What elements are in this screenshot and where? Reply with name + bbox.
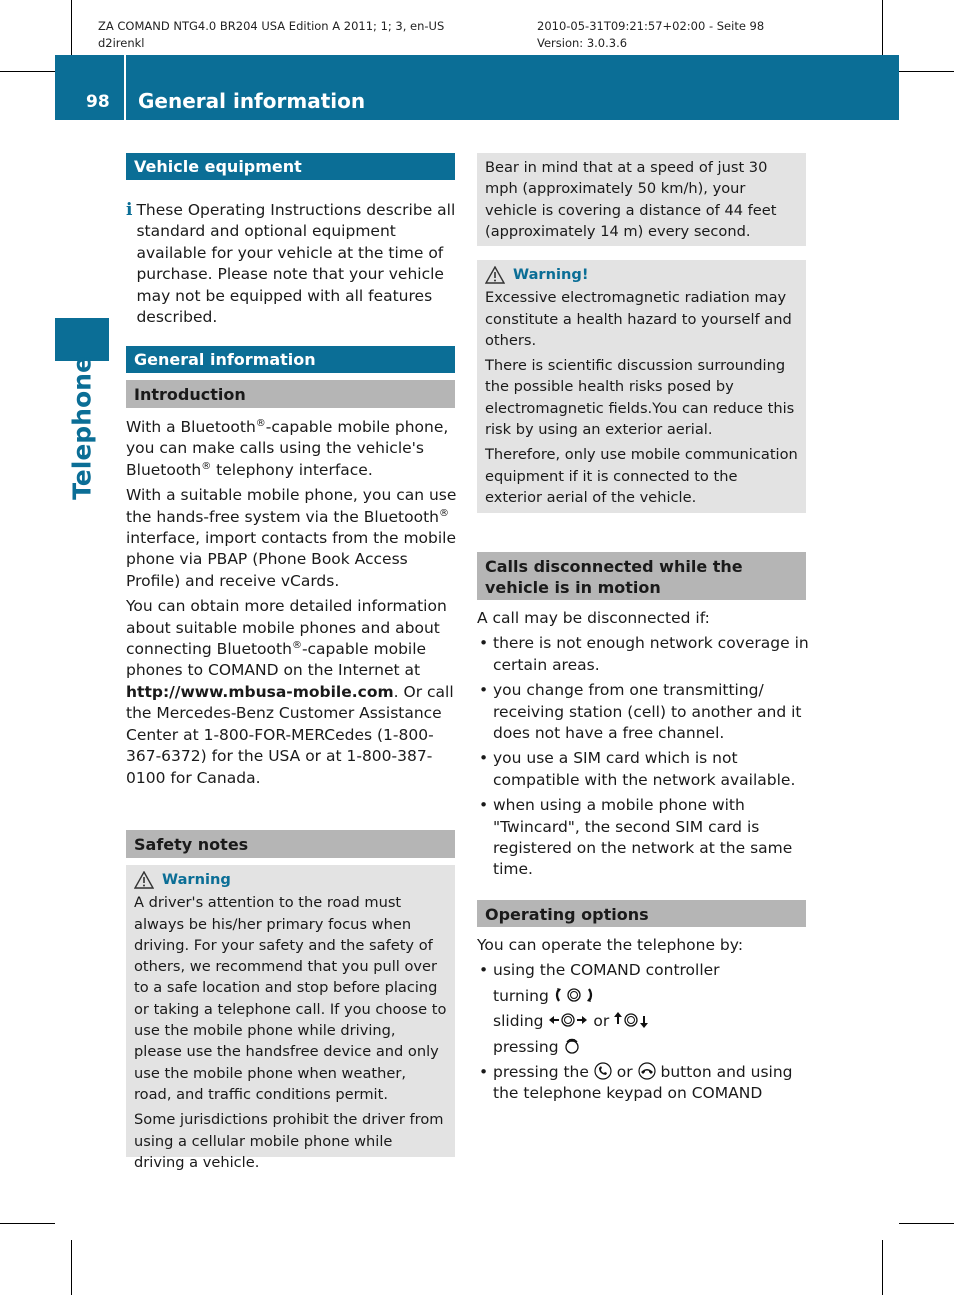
intro-p2-a: With a suitable mobile phone, you can use the hands-free system via the Bluetooth: [126, 486, 457, 526]
pressing-label: pressing: [493, 1037, 559, 1056]
print-meta-left: [98, 18, 444, 52]
list-item: • there is not enough network coverage in certain areas.: [477, 633, 809, 676]
radiation-paragraph-2: There is scientific discussion surrounding the possible health risks posed by electromagnetic fields.You can reduce this risk by using an exterior aerial.: [485, 357, 795, 439]
sliding-line: [477, 1011, 809, 1032]
header-separator: [124, 55, 126, 120]
pressing-the-label: pressing the: [493, 1063, 589, 1082]
warning-header: [485, 264, 798, 285]
calls-disconnected-text: [477, 608, 809, 885]
turning-label: turning: [493, 986, 549, 1005]
speed-note-text: Bear in mind that at a speed of just 30 mph (approximately 50 km/h), your vehicle is covering a distance of 44 feet (approximately 14 m) every second.: [485, 159, 777, 240]
crop-mark: [899, 1223, 954, 1224]
mbusa-link[interactable]: http://www.mbusa-mobile.com: [126, 682, 394, 701]
calls-intro: A call may be disconnected if:: [477, 609, 710, 627]
phone-end-button-icon: [638, 1062, 656, 1080]
crop-mark: [882, 0, 883, 55]
warning-header: [134, 869, 447, 890]
meta-left-line1: ZA COMAND NTG4.0 BR204 USA Edition A 2011; 1; 3, en-US: [98, 19, 445, 33]
intro-paragraph-3: [126, 596, 458, 789]
intro-p1-b: -capable mobile phone, you can make calls using the vehicle's Bluetooth: [126, 418, 449, 479]
meta-left-line2: d2irenkl: [98, 36, 145, 50]
intro-p3-b: -capable mobile phones to COMAND on the Internet at: [126, 640, 427, 680]
or-label: or: [616, 1063, 633, 1082]
crop-mark: [899, 71, 954, 72]
meta-right-line1: 2010-05-31T09:21:57+02:00 - Seite 98: [537, 19, 765, 33]
side-tab-label: Telephone: [67, 356, 97, 500]
warning-title: Warning: [162, 871, 231, 888]
button-keypad-text: button and using the telephone keypad on COMAND: [493, 1063, 793, 1103]
meta-right-line2: Version: 3.0.3.6: [537, 36, 628, 50]
vehicle-equipment-text: These Operating Instructions describe all standard and optional equipment available for your vehicle at the time of purchase. Please note that your vehicle may not be equipped with all features described.: [136, 201, 456, 327]
registered-mark: ®: [201, 460, 212, 472]
phone-call-button-icon: [594, 1062, 612, 1080]
warning-title: Warning!: [513, 266, 589, 283]
intro-p1-c: telephony interface.: [211, 460, 373, 479]
controller-slide-left-right-icon: [548, 1011, 588, 1029]
safety-paragraph-1: A driver's attention to the road must always be his/her primary focus when driving. For your safety and the safety of others, we recommend that you pull over to a safe location and stop before placing or taking a telephone call. If you choose to use the mobile phone while driving, please use the handsfree device and only use the mobile phone when weather, road, and traffic conditions permit.: [134, 894, 447, 1103]
introduction-text: [126, 417, 458, 793]
heading-general-information: General information: [126, 346, 455, 373]
intro-p3-a: You can obtain more detailed information about suitable mobile phones and about connecting Bluetooth: [126, 597, 447, 659]
pressing-line: [477, 1037, 809, 1058]
intro-paragraph-2: [126, 485, 458, 592]
calls-bullet-list: [477, 633, 809, 880]
heading-calls-disconnected: Calls disconnected while the vehicle is in motion: [477, 552, 806, 600]
registered-mark: ®: [291, 639, 302, 651]
page-number: 98: [86, 92, 110, 112]
side-tab-marker: [55, 318, 109, 361]
crop-mark: [71, 0, 72, 55]
crop-mark: [0, 71, 55, 72]
operating-intro: You can operate the telephone by:: [477, 936, 744, 954]
page-title: General information: [138, 89, 366, 113]
intro-paragraph-1: [126, 417, 458, 481]
speed-note-box: [477, 153, 806, 246]
intro-p3-c: . Or call the Mercedes-Benz Customer Assistance Center at 1-800-FOR-MERCedes (1-800-367-6372) for the USA or at 1-800-387-0100 for Canada.: [126, 682, 454, 787]
list-item: • using the COMAND controller: [477, 960, 809, 981]
radiation-paragraph-1: Excessive electromagnetic radiation may constitute a health hazard to yourself and others.: [485, 289, 792, 349]
sliding-label: sliding: [493, 1012, 544, 1031]
list-item: • when using a mobile phone with "Twincard", the second SIM card is registered on the network at the same time.: [477, 795, 809, 881]
crop-mark: [882, 1240, 883, 1295]
controller-turn-icon: [554, 986, 594, 1004]
list-item: [477, 1062, 809, 1105]
safety-paragraph-2: Some jurisdictions prohibit the driver from using a cellular mobile phone while driving a vehicle.: [134, 1111, 444, 1171]
registered-mark: ®: [255, 417, 266, 429]
list-item: • you change from one transmitting/ receiving station (cell) to another and it does not have a free channel.: [477, 680, 809, 744]
radiation-paragraph-3: Therefore, only use mobile communication equipment if it is connected to the exterior aerial of the vehicle.: [485, 446, 798, 506]
crop-mark: [71, 1240, 72, 1295]
operating-bullet-list: [477, 960, 809, 981]
turning-line: [477, 986, 809, 1007]
controller-press-icon: [563, 1037, 581, 1055]
warning-triangle-icon: [134, 871, 154, 889]
intro-p1-a: With a Bluetooth: [126, 418, 256, 436]
vehicle-equipment-note: [126, 200, 458, 328]
operating-bullet-list-2: [477, 1062, 809, 1105]
controller-slide-up-down-icon: [614, 1011, 648, 1029]
safety-warning-box: [126, 865, 455, 1171]
heading-operating-options: Operating options: [477, 900, 806, 927]
print-meta-right: [537, 18, 764, 52]
list-item: • you use a SIM card which is not compatible with the network available.: [477, 748, 809, 791]
info-icon: i: [126, 200, 133, 220]
heading-vehicle-equipment: Vehicle equipment: [126, 153, 455, 180]
warning-triangle-icon: [485, 266, 505, 284]
intro-p2-b: interface, import contacts from the mobile phone via PBAP (Phone Book Access Profile) and receive vCards.: [126, 529, 457, 590]
crop-mark: [0, 1223, 55, 1224]
operating-options-text: [477, 935, 809, 1109]
radiation-warning-box: [477, 260, 806, 513]
or-label: or: [593, 1012, 610, 1031]
heading-introduction: Introduction: [126, 380, 455, 408]
registered-mark: ®: [438, 507, 449, 519]
heading-safety-notes: Safety notes: [126, 830, 455, 858]
